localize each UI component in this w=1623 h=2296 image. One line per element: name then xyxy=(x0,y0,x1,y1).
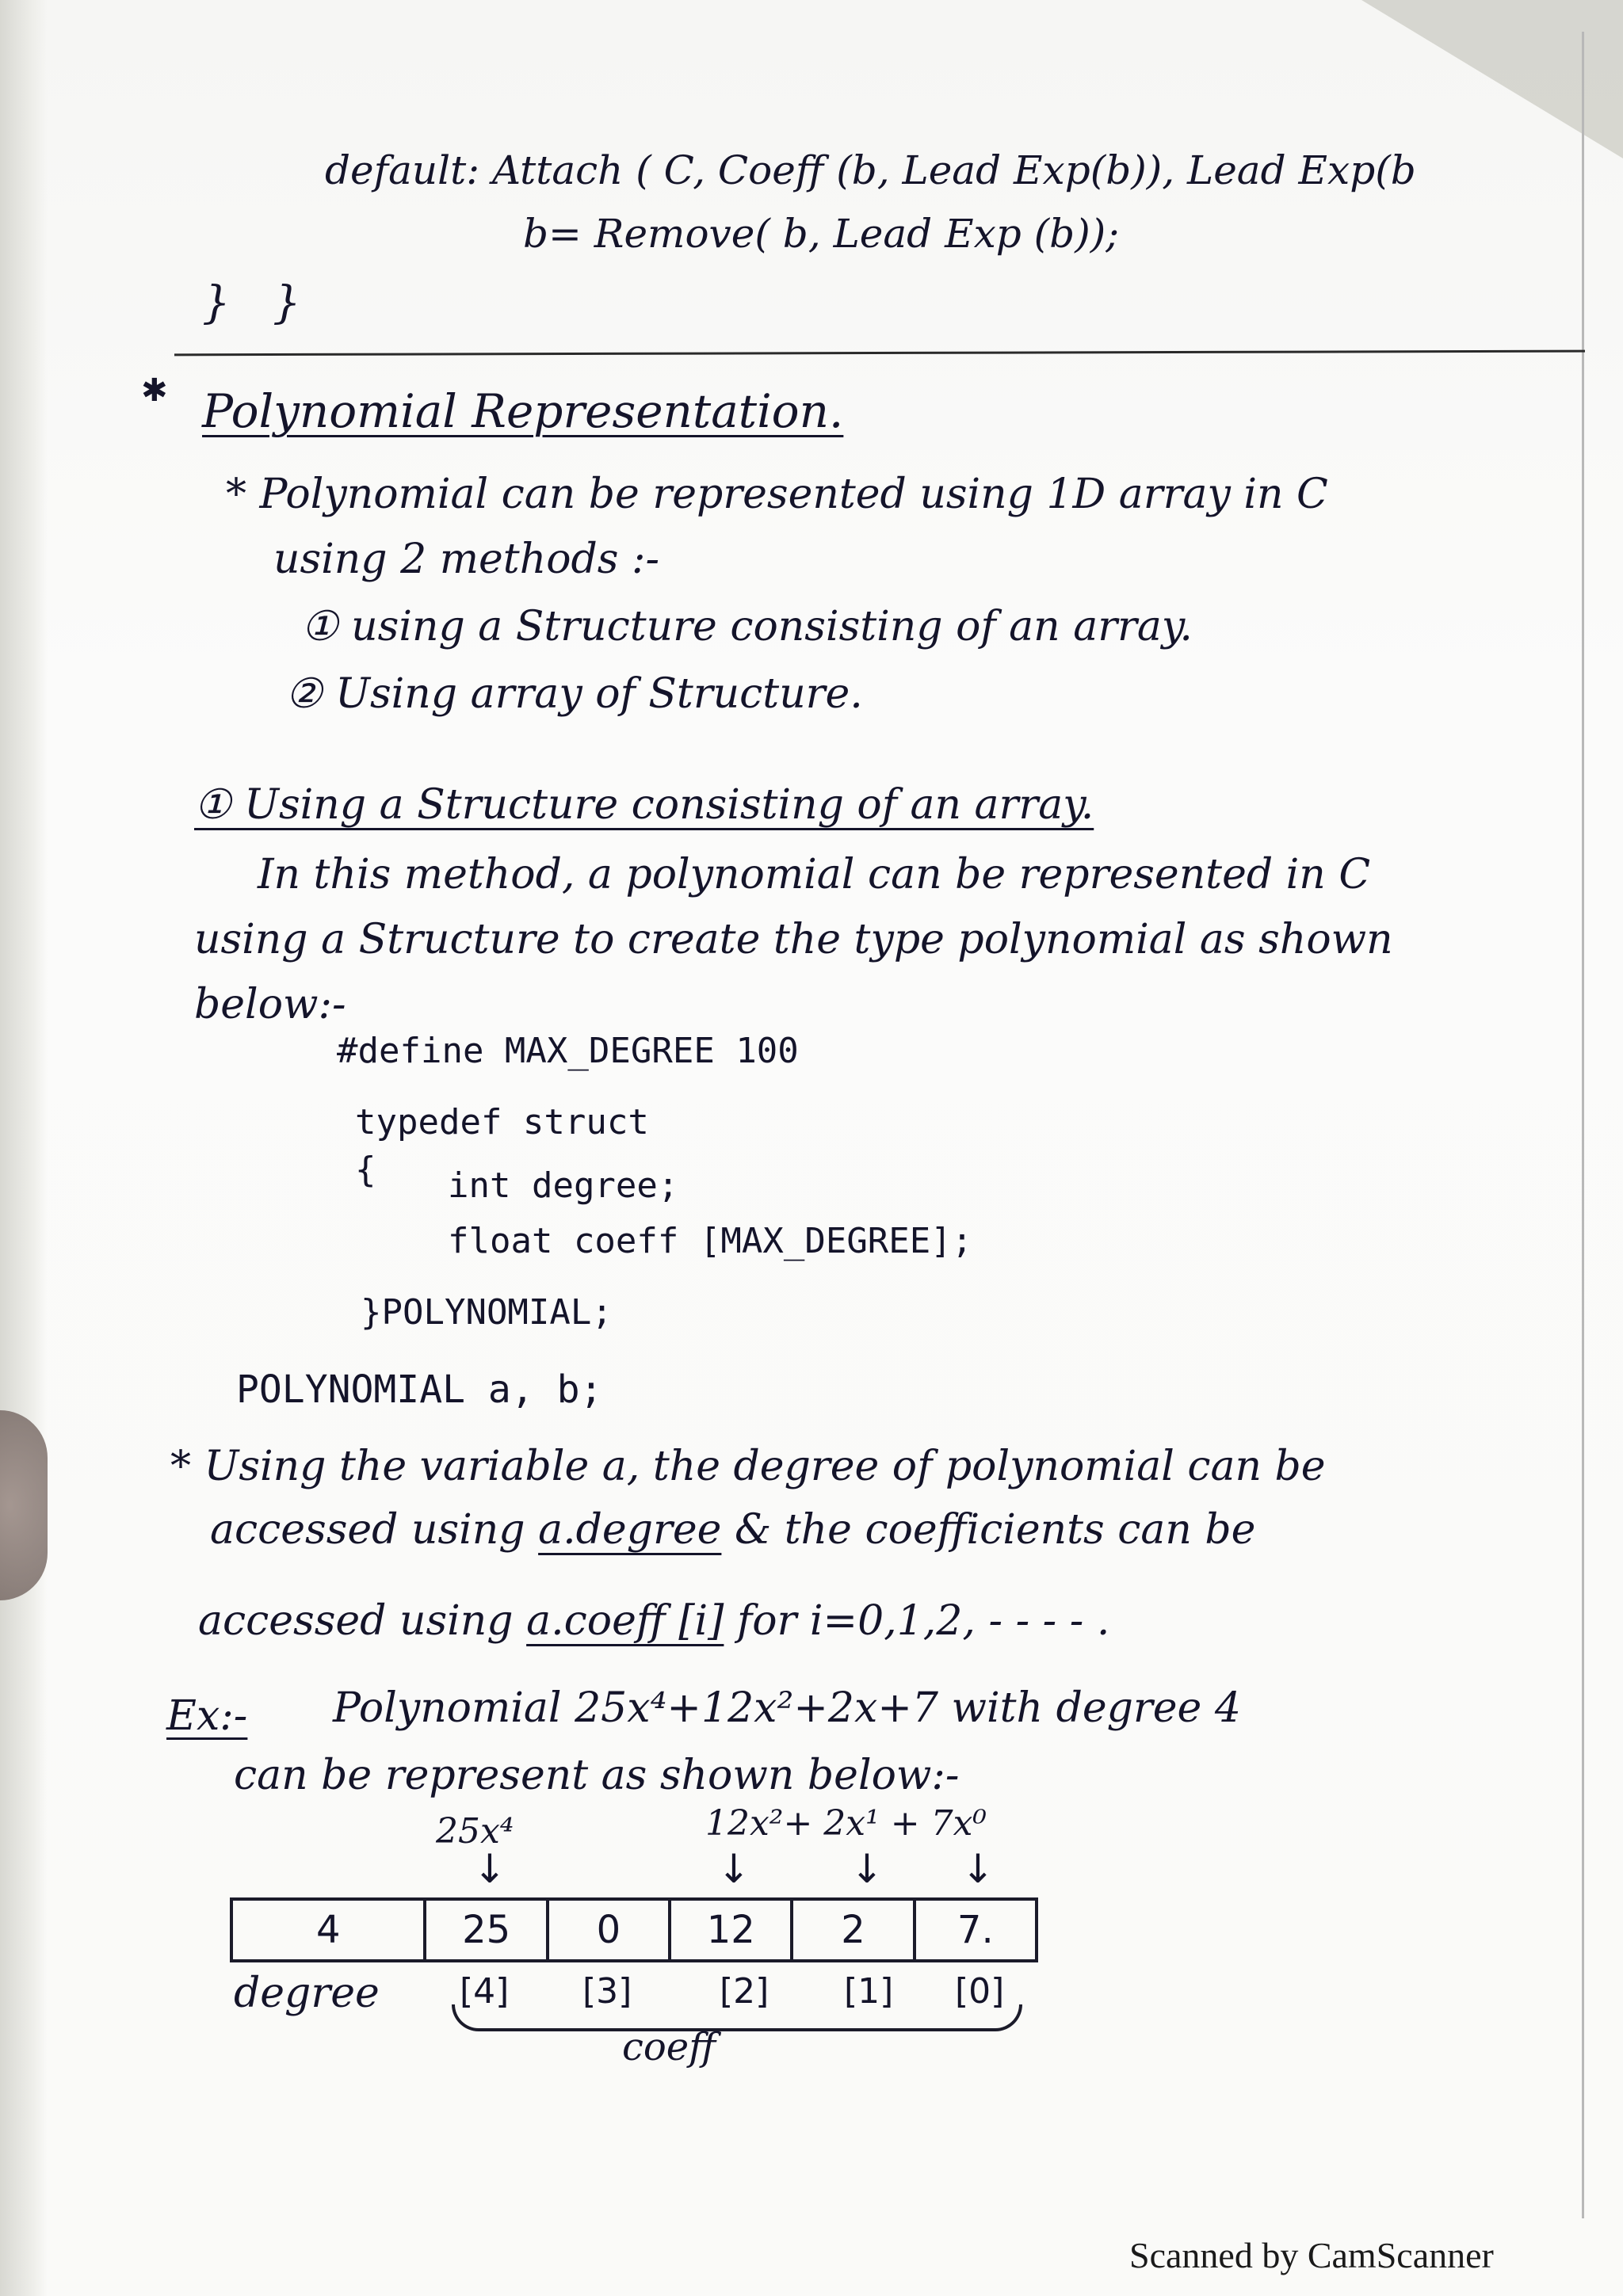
arrow-down-icon: ↓ xyxy=(473,1846,506,1892)
arrow-down-icon: ↓ xyxy=(850,1846,884,1892)
top-code-line-2: b= Remove( b, Lead Exp (b)); xyxy=(523,211,1120,257)
intro-line-1: * Polynomial can be represented using 1D array in C xyxy=(226,471,1328,518)
array-cell-degree: 4 xyxy=(315,1908,341,1952)
method-list-1: ① using a Structure consisting of an array. xyxy=(301,603,1193,650)
code-line-degree: int degree; xyxy=(448,1165,679,1206)
array-index: [1] xyxy=(844,1971,894,2012)
code-line-define: #define MAX_DEGREE 100 xyxy=(337,1031,799,1071)
page-left-edge xyxy=(0,0,48,2296)
arrow-down-icon: ↓ xyxy=(961,1846,995,1892)
access-line-3-post: for i=0,1,2, - - - - . xyxy=(736,1597,1110,1645)
method1-text-3: below:- xyxy=(194,981,346,1028)
code-line-typedef: typedef struct xyxy=(355,1102,649,1142)
array-index: [2] xyxy=(720,1971,769,2012)
example-term-left: 25x⁴ xyxy=(436,1811,514,1852)
code-line-typename: }POLYNOMIAL; xyxy=(361,1292,613,1333)
section-heading: Polynomial Representation. xyxy=(202,384,844,438)
access-line-3-pre: accessed using xyxy=(198,1597,514,1645)
method1-title: ① Using a Structure consisting of an array. xyxy=(194,781,1094,829)
example-line-1: Polynomial 25x⁴+12x²+2x+7 with degree 4 xyxy=(333,1684,1241,1732)
array-cell: 25 xyxy=(423,1901,545,1959)
polynomial-array-diagram xyxy=(230,1897,1038,1962)
top-code-line-1: default: Attach ( C, Coeff (b, Lead Exp(b)), Lead Exp(b xyxy=(325,147,1416,193)
array-index: [3] xyxy=(582,1971,632,2012)
declaration-line: POLYNOMIAL a, b; xyxy=(236,1367,603,1412)
star-mark-icon: ✱ xyxy=(141,372,168,409)
closing-braces: } } xyxy=(202,277,301,329)
array-cell: 2 xyxy=(790,1901,912,1959)
code-line-open-brace: { xyxy=(355,1150,376,1190)
access-line-2-post: & the coefficients can be xyxy=(734,1506,1256,1554)
finger-shadow xyxy=(0,1410,48,1600)
coeff-brace xyxy=(452,2004,1022,2031)
divider-line xyxy=(174,350,1585,357)
degree-access-expression: a.degree xyxy=(538,1506,722,1554)
coeff-label: coeff xyxy=(622,2025,716,2069)
method1-text-1: In this method, a polynomial can be represented in C xyxy=(258,851,1371,898)
code-line-coeff: float coeff [MAX_DEGREE]; xyxy=(448,1221,973,1261)
arrow-down-icon: ↓ xyxy=(717,1846,750,1892)
method1-text-2: using a Structure to create the type polynomial as shown xyxy=(194,916,1393,963)
coeff-access-expression: a.coeff [i] xyxy=(526,1597,724,1645)
array-cell: 0 xyxy=(546,1901,668,1959)
scanner-watermark: Scanned by CamScanner xyxy=(1129,2235,1494,2275)
array-index: [0] xyxy=(955,1971,1005,2012)
array-cell: 7. xyxy=(913,1901,1035,1959)
method-list-2: ② Using array of Structure. xyxy=(285,670,863,718)
example-line-2: can be represent as shown below:- xyxy=(234,1752,960,1799)
access-line-1: * Using the variable a, the degree of polynomial can be xyxy=(170,1443,1326,1490)
example-label: Ex:- xyxy=(166,1692,248,1740)
example-term-right: 12x²+ 2x¹ + 7x⁰ xyxy=(705,1803,987,1844)
array-index: [4] xyxy=(460,1971,510,2012)
right-margin-line xyxy=(1582,32,1584,2218)
intro-line-2: using 2 methods :- xyxy=(273,536,660,583)
access-line-2 xyxy=(210,1506,1256,1554)
array-cell: 12 xyxy=(668,1901,790,1959)
access-line-2-pre: accessed using xyxy=(210,1506,525,1554)
access-line-3 xyxy=(198,1597,1110,1645)
degree-label: degree xyxy=(234,1970,380,2017)
